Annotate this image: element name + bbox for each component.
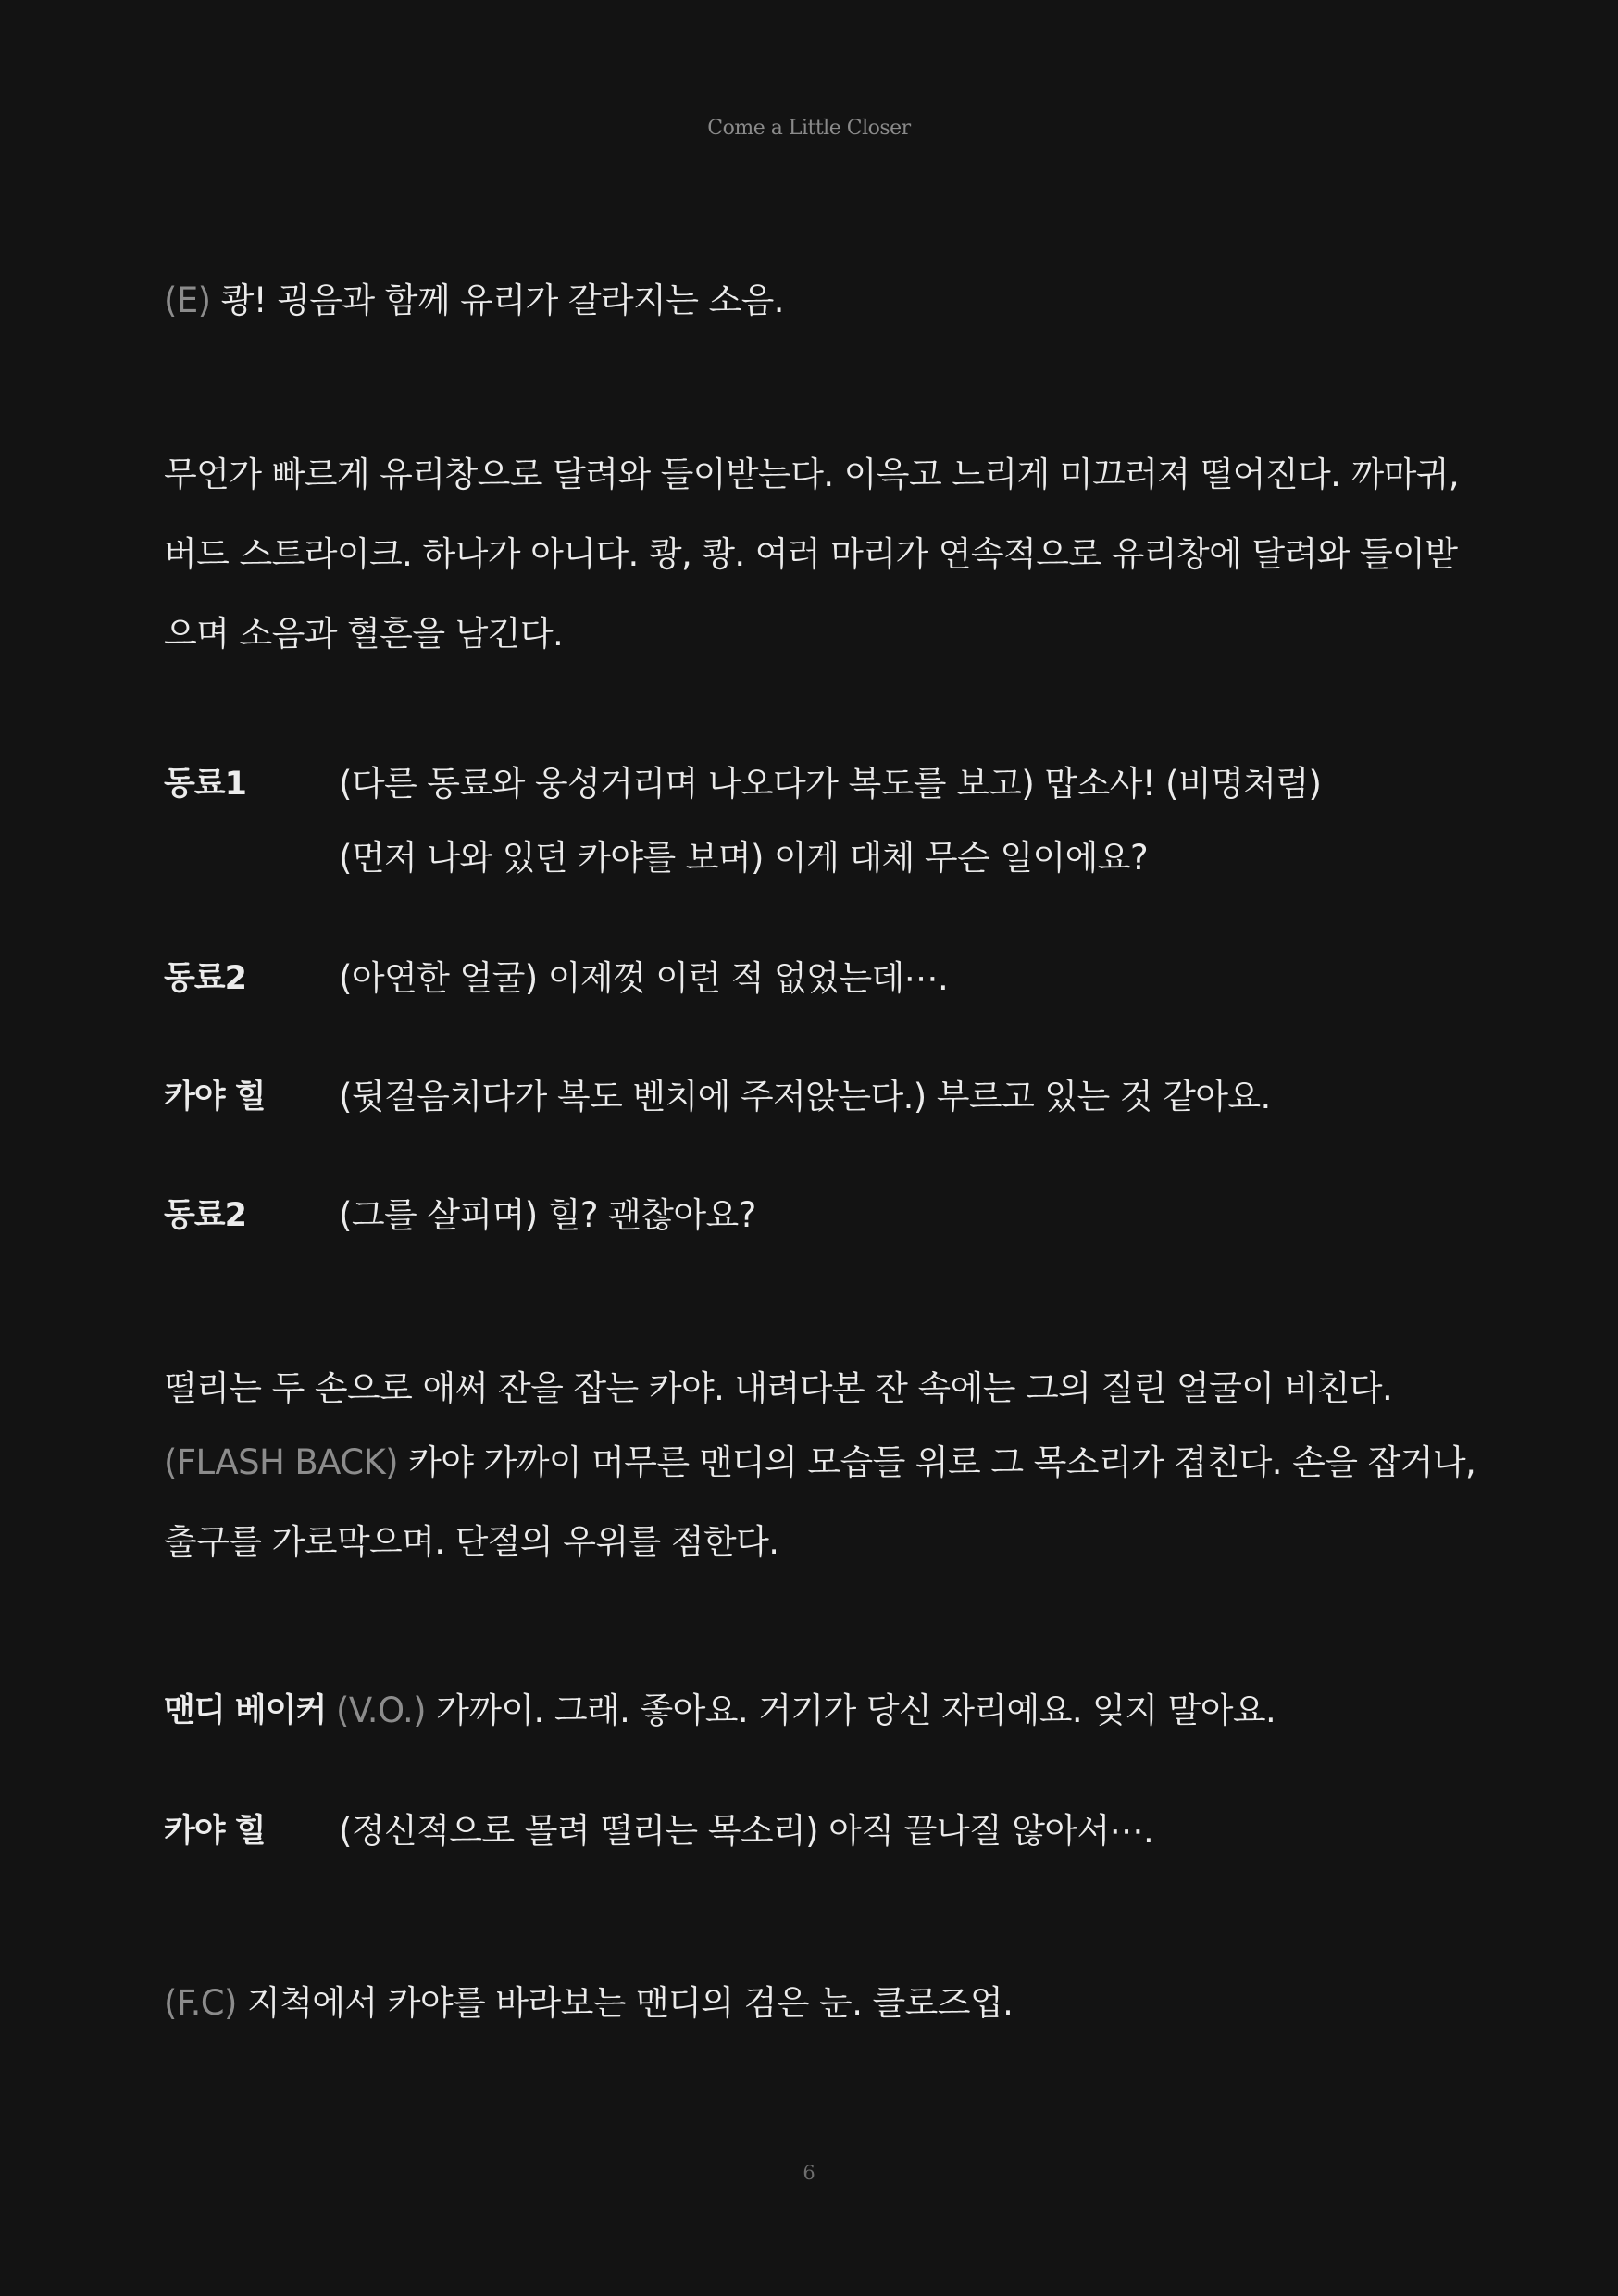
sound-effect-tag: (E) [164,281,211,320]
close-up-tag: (F.C) [164,1983,237,2023]
dialogue-line: (정신적으로 몰려 떨리는 목소리) 아직 끝나질 않아서⋯. [339,1811,1154,1851]
dialogue-line: (뒷걸음치다가 복도 벤치에 주저앉는다.) 부르고 있는 것 같아요. [339,1077,1271,1117]
dialogue-line: (그를 살피며) 힐? 괜찮아요? [339,1195,756,1235]
line-text: 지척에서 카야를 바라보는 맨디의 검은 눈. 클로즈업. [236,1983,1014,2023]
dialogue-line: (다른 동료와 웅성거리며 나오다가 복도를 보고) 맙소사! (비명처럼) [339,764,1322,804]
page-number: 6 [803,2162,815,2184]
dialogue-lines [339,1794,1153,1868]
speaker-name: 동료2 [164,1197,246,1234]
speaker-name: 맨디 베이커 [164,1692,327,1729]
speaker-name: 동료2 [164,960,246,997]
paragraph-line: 떨리는 두 손으로 애써 잔을 잡는 카야. 내려다본 잔 속에는 그의 질린 얼굴이 비친다. [164,1368,1393,1408]
action-paragraph-sound-effect [164,261,1460,341]
flashback-tag: (FLASH BACK) [164,1442,398,1482]
action-paragraph-flashback [164,1349,1476,1582]
document-header-title: Come a Little Closer [707,117,911,140]
dialogue-lines [339,942,948,1016]
line-text: 가까이. 그래. 좋아요. 거기가 당신 자리예요. 잊지 말아요. [425,1691,1276,1730]
paragraph-line: 출구를 가로막으며. 단절의 우위를 점한다. [164,1522,779,1562]
action-paragraph-close-up [164,1964,1460,2043]
dialogue-lines [336,1674,1276,1748]
speaker-name: 카야 힐 [164,1079,266,1116]
paragraph-line [164,261,1460,341]
speaker-name: 카야 힐 [164,1813,266,1850]
line-text: 쾅! 굉음과 함께 유리가 갈라지는 소음. [210,281,784,320]
paragraph-line: 버드 스트라이크. 하나가 아니다. 쾅, 쾅. 여러 마리가 연속적으로 유리창에 달려와 들이받 [164,534,1458,574]
paragraph-line [164,1964,1460,2043]
paragraph-line [164,1423,1476,1503]
paragraph-line: 으며 소음과 혈흔을 남긴다. [164,614,564,654]
dialogue-lines [339,747,1321,895]
paragraph-line: 무언가 빠르게 유리창으로 달려와 들이받는다. 이윽고 느리게 미끄러져 떨어진다. 까마귀, [164,455,1460,494]
dialogue-lines [339,1179,756,1253]
line-text: 카야 가까이 머무른 맨디의 모습들 위로 그 목소리가 겹친다. 손을 잡거나, [397,1442,1476,1482]
dialogue-line [336,1674,1276,1748]
speaker-name: 동료1 [164,766,246,803]
dialogue-line: (아연한 얼굴) 이제껏 이런 적 없었는데⋯. [339,958,949,998]
voice-over-tag: (V.O.) [336,1691,426,1730]
dialogue-lines [339,1060,1271,1134]
dialogue-line: (먼저 나와 있던 카야를 보며) 이게 대체 무슨 일이에요? [339,838,1148,878]
action-paragraph-bird-strike [164,435,1460,674]
